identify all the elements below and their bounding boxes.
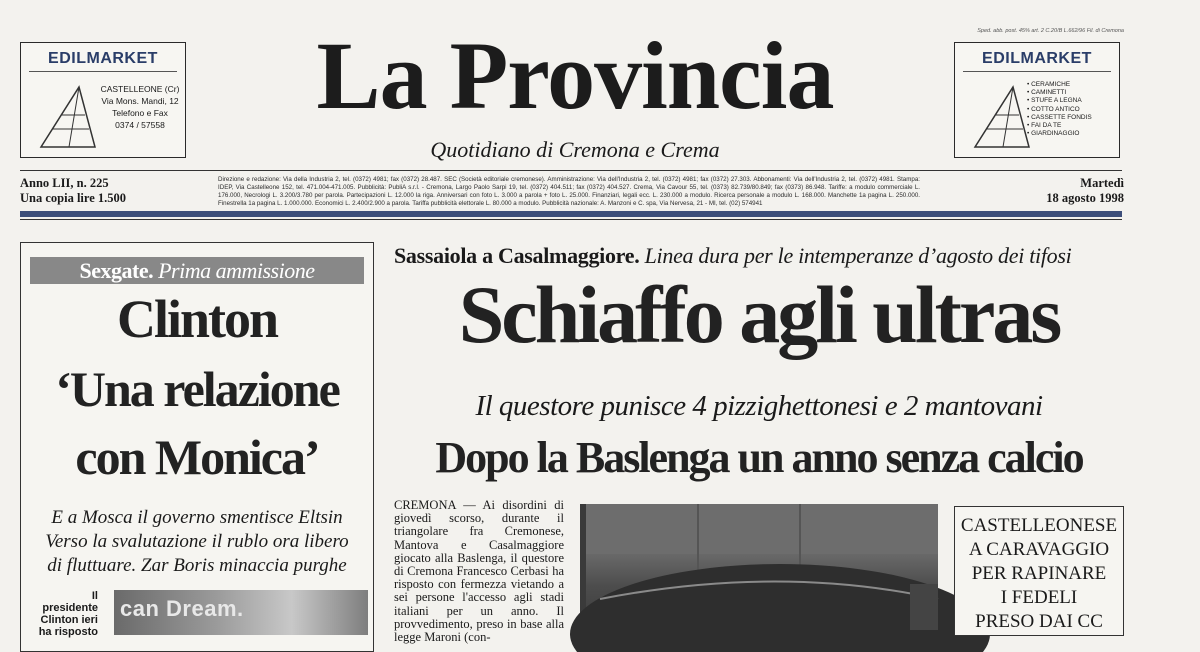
side-story-headline[interactable]: [954, 514, 1124, 634]
ad-line: 0374 / 57558: [115, 120, 165, 130]
ad-address: [99, 83, 181, 131]
ad-product: • COTTO ANTICO: [1027, 106, 1092, 114]
ad-product: • GIARDINAGGIO: [1027, 130, 1092, 138]
story-headline-line[interactable]: con Monica’: [75, 429, 319, 485]
caption-line: Clinton ieri: [40, 614, 98, 626]
ad-line: CASTELLEONE (Cr): [100, 84, 180, 94]
lead-photo[interactable]: [580, 504, 938, 630]
pyramid-logo-icon: [965, 81, 1035, 153]
ad-product: • CAMINETTI: [1027, 89, 1092, 97]
ad-edilmarket-right[interactable]: [954, 42, 1120, 158]
photo-sign-text: can Dream.: [120, 596, 244, 621]
issue-number: Anno LII, n. 225: [20, 176, 109, 190]
ad-line: Telefono e Fax: [112, 108, 168, 118]
ad-edilmarket-left[interactable]: [20, 42, 186, 158]
masthead-rule: [20, 170, 1122, 171]
ad-product-list: [1027, 81, 1092, 138]
story-headline-line[interactable]: ‘Una relazione: [55, 361, 339, 417]
lead-subhead[interactable]: Dopo la Baslenga un anno senza calcio: [435, 433, 1083, 482]
ad-brand: EDILMARKET: [982, 50, 1092, 67]
caption-line: presidente: [42, 602, 98, 614]
story-headline-line[interactable]: Clinton: [116, 289, 278, 349]
issue-day: Martedì: [1080, 176, 1124, 190]
ad-brand: EDILMARKET: [48, 50, 158, 67]
side-headline-line: CASTELLEONESE: [960, 515, 1118, 536]
story-kicker: [30, 257, 364, 284]
ad-product: • STUFE A LEGNA: [1027, 97, 1092, 105]
caption-line: ha risposto: [38, 626, 98, 638]
issue-price: Una copia lire 1.500: [20, 191, 127, 205]
lead-body-text: CREMONA — Ai disordini di giovedì scorso, durante il triangolare fra Cremonese, Mantova e Casalmaggiore giocato alla Baslenga, il questore di Cremona Francesco Cerbasi ha risposto con fermezza vietando a sei persone l'accesso agli stadi italiani per un anno. Il provvedimento, preso in base alla legge Maroni (con-: [394, 498, 564, 645]
lead-kicker: [394, 243, 1124, 269]
subhead-line: E a Mosca il governo smentisce Eltsin: [51, 507, 343, 528]
photo-caption: [28, 590, 98, 638]
side-headline-line: I FEDELI: [1000, 587, 1078, 608]
postal-notice: Sped. abb. post. 45% art. 2 C.20/B L.662/96 Fil. di Cremona: [977, 28, 1124, 34]
ad-divider: [963, 71, 1111, 72]
subhead-line: di fluttuare. Zar Boris minaccia purghe: [47, 555, 347, 576]
ad-product: • CERAMICHE: [1027, 81, 1092, 89]
lead-kicker-italic: Linea dura per le intemperanze d’agosto dei tifosi: [644, 243, 1072, 268]
clinton-photo[interactable]: [114, 590, 368, 635]
issue-date: [1046, 176, 1124, 206]
lead-photo-scene: [580, 504, 938, 630]
side-headline-line: PRESO DAI CC: [975, 611, 1103, 632]
caption-line: Il: [91, 590, 98, 602]
ad-product: • CASSETTE FONDIS: [1027, 114, 1092, 122]
issue-date-text: 18 agosto 1998: [1046, 191, 1124, 205]
subhead-line: Verso la svalutazione il rublo ora libero: [45, 531, 349, 552]
lead-headline[interactable]: Schiaffo agli ultras: [458, 269, 1060, 360]
ad-product: • FAI DA TE: [1027, 122, 1092, 130]
ad-divider: [29, 71, 177, 72]
lead-deck: Il questore punisce 4 pizzighettonesi e 2 mantovani: [475, 390, 1043, 422]
editorial-info: Direzione e redazione: Via della Industria 2, tel. (0372) 4981; fax (0372) 28.487. SEC (Società editoriale cremonese). Amministrazione: Via dell'Industria 2, tel. (0372) 4981; fax (0372) 27.303. Abbonamenti: Via dell'Industria 2, tel. (0372) 4981. Stampa: IDEP, Via Castelleone 152, tel. 471.004-471.005. Pubblicità: PubliA s.r.l. - Cremona, Largo Paolo Sarpi 19, tel. (0372) 404.511; fax (0372) 404.527. Crema, Via Cavour 55, tel. (0373) 82.739/80.849; fax (0373) 86.948. Tariffe: a modulo commerciale L. 176.000, Necrologi L. 3.200/3.780 per parola. Partecipazioni L. 12.000 la riga. Anniversari con foto L. 3.000 a parola + foto L. 25.000. Finanziari, legali ecc. L. 230.000 a modulo. Ricerca personale a modulo L. 168.000. Manchette 1a pagina L. 250.000. Finestrella 1a pagina L. 1.000.000. Economici L. 2.400/2.900 a parola. Tariffa pubblicità elettorale L. 80.000 a modulo. Pubblicità nazionale: A. Manzoni e C. spa, Via Nervesa, 21 - MI, tel. (02) 574941: [218, 176, 920, 207]
kicker-italic: Prima ammissione: [158, 258, 315, 283]
side-headline-line: A CARAVAGGIO: [968, 539, 1110, 560]
story-subhead: [30, 506, 364, 578]
side-headline-line: PER RAPINARE: [971, 563, 1107, 584]
newspaper-title[interactable]: La Provincia: [316, 22, 834, 129]
issue-info: [20, 176, 126, 206]
lead-kicker-bold: Sassaiola a Casalmaggiore.: [394, 243, 640, 268]
masthead-bottom-rule: [20, 219, 1122, 220]
masthead-blue-rule: [20, 211, 1122, 217]
ad-line: Via Mons. Mandi, 12: [101, 96, 179, 106]
newspaper-subtitle: Quotidiano di Cremona e Crema: [430, 137, 720, 162]
pyramid-logo-icon: [31, 81, 101, 153]
kicker-bold: Sexgate.: [79, 258, 154, 283]
